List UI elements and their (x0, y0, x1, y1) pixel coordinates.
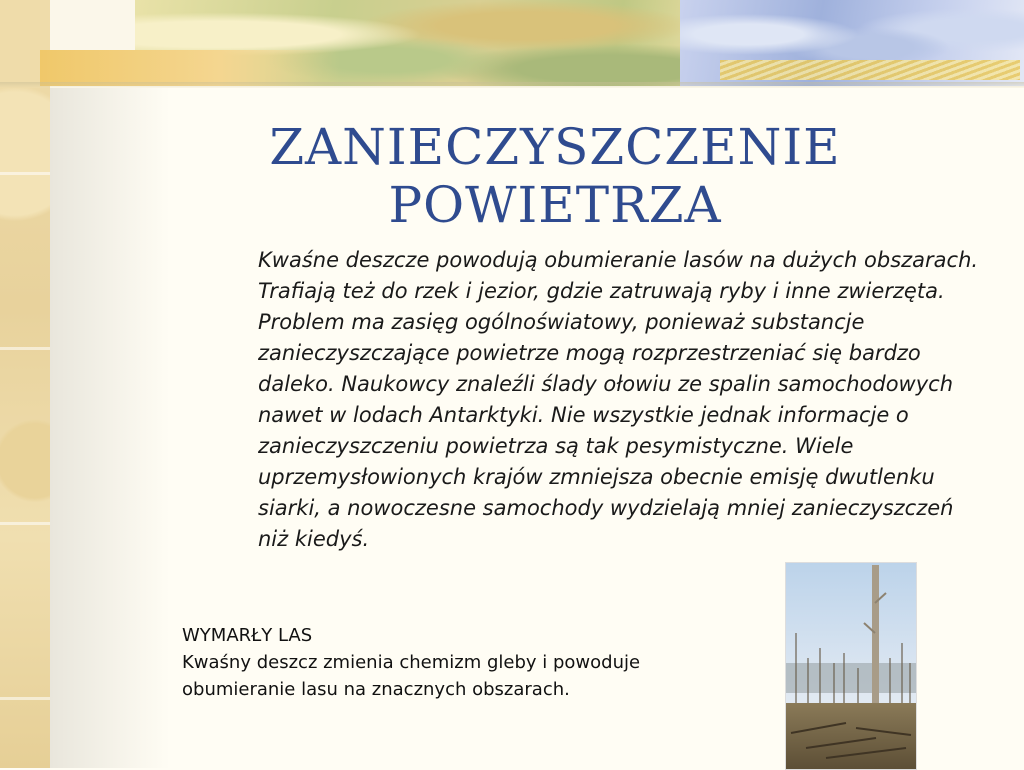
caption-text: Kwaśny deszcz zmienia chemizm gleby i powoduje obumieranie lasu na znacznych obszarach. (182, 652, 641, 700)
caption-title: WYMARŁY LAS (182, 625, 313, 646)
title-line-2: POWIETRZA (388, 176, 722, 234)
paragraph-2: Problem ma zasięg ogólnoświatowy, ponieważ substancje zanieczyszczające powietrze mogą rozprzestrzeniać się bardzo daleko. Naukowcy znaleźli ślady ołowiu ze spalin samochodowych nawet w lodach Antarktyki. Nie wszystkie jednak informacje o zanieczyszczeniu powietrza są tak pesymistyczne. Wiele uprzemysłowionych krajów zmniejsza obecnie emisję dwutlenku siarki, a nowoczesne samochody wydzielają mniej zanieczyszczeń niż kiedyś. (258, 310, 954, 551)
slide-title (150, 118, 960, 234)
wheat-decoration (720, 60, 1020, 80)
body-text (155, 245, 985, 555)
banner-shadow (0, 82, 1024, 88)
gold-stripe-decoration (40, 50, 340, 86)
paragraph-1: Kwaśne deszcze powodują obumieranie lasów na dużych obszarach. Trafiają też do rzek i jezior, gdzie zatruwają ryby i inne zwierzęta. (258, 248, 979, 303)
dead-forest-photo (785, 562, 917, 770)
photo-caption (182, 622, 702, 703)
dead-forest-image (786, 563, 916, 769)
title-line-1: ZANIECZYSZCZENIE (269, 118, 841, 176)
parchment-border (0, 0, 50, 768)
decorative-banner (0, 0, 1024, 88)
